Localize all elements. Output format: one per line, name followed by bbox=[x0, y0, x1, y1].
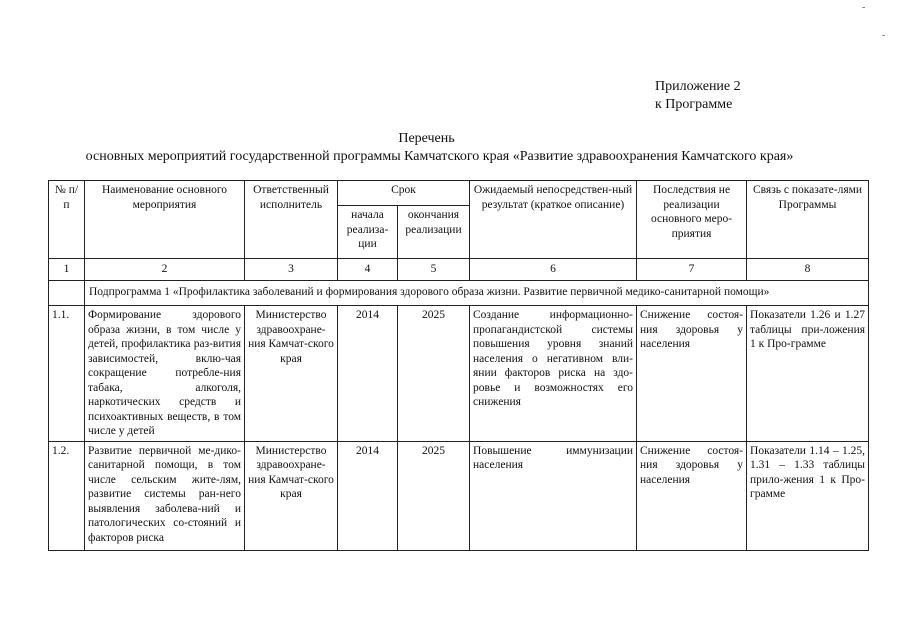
row-executor: Министерство здравоохране-ния Камчат-ского края bbox=[245, 306, 338, 442]
table-row bbox=[49, 441, 869, 550]
subprogram-empty-cell bbox=[49, 280, 85, 306]
row-num: 1.2. bbox=[49, 441, 85, 550]
row-consequences: Снижение состоя-ния здоровья у населения bbox=[637, 306, 747, 442]
column-numbers-row bbox=[49, 259, 869, 281]
activities-table bbox=[48, 180, 869, 551]
header-executor: Ответственный исполнитель bbox=[245, 181, 338, 259]
col-number: 2 bbox=[85, 259, 245, 281]
header-end: окончания реализации bbox=[398, 206, 470, 259]
header-num: № п/п bbox=[49, 181, 85, 259]
corner-mark: - bbox=[862, 2, 866, 13]
appendix-line-1: Приложение 2 bbox=[655, 79, 741, 94]
header-name: Наименование основного мероприятия bbox=[85, 181, 245, 259]
corner-mark: - bbox=[882, 30, 886, 41]
row-link: Показатели 1.26 и 1.27 таблицы при-ложения 1 к Про-грамме bbox=[747, 306, 869, 442]
header-link: Связь с показате-лями Программы bbox=[747, 181, 869, 259]
header-term: Срок bbox=[338, 181, 470, 206]
col-number: 5 bbox=[398, 259, 470, 281]
row-consequences: Снижение состоя-ния здоровья у населения bbox=[637, 441, 747, 550]
document-title: Перечень bbox=[398, 131, 455, 146]
row-executor: Министерство здравоохране-ния Камчат-ского края bbox=[245, 441, 338, 550]
row-name: Формирование здорового образа жизни, в том числе у детей, профилактика раз-вития зависимостей, вклю-чая сокращение потребле-ния табака, алкоголя, наркотических средств и психоактивных веществ, в том числе у детей bbox=[85, 306, 245, 442]
header-row bbox=[49, 181, 869, 206]
appendix-line-2: к Программе bbox=[655, 97, 733, 112]
header-start: начала реализа-ции bbox=[338, 206, 398, 259]
row-link: Показатели 1.14 – 1.25, 1.31 – 1.33 таблицы прило-жения 1 к Про-грамме bbox=[747, 441, 869, 550]
row-start: 2014 bbox=[338, 441, 398, 550]
col-number: 8 bbox=[747, 259, 869, 281]
header-result: Ожидаемый непосредствен-ный результат (краткое описание) bbox=[470, 181, 637, 259]
subprogram-row bbox=[49, 280, 869, 306]
appendix-note bbox=[655, 78, 741, 114]
row-result: Повышение иммунизации населения bbox=[470, 441, 637, 550]
row-name: Развитие первичной ме-дико-санитарной помощи, в том числе сельским жите-лям, развитие системы ран-него выявления заболева-ний и патологических со-стояний и факторов риска bbox=[85, 441, 245, 550]
row-end: 2025 bbox=[398, 306, 470, 442]
col-number: 1 bbox=[49, 259, 85, 281]
row-num: 1.1. bbox=[49, 306, 85, 442]
col-number: 3 bbox=[245, 259, 338, 281]
col-number: 7 bbox=[637, 259, 747, 281]
subprogram-title: Подпрограмма 1 «Профилактика заболеваний и формирования здорового образа жизни. Развитие первичной медико-санитарной помощи» bbox=[85, 280, 869, 306]
col-number: 6 bbox=[470, 259, 637, 281]
table-row bbox=[49, 306, 869, 442]
col-number: 4 bbox=[338, 259, 398, 281]
document-subtitle: основных мероприятий государственной программы Камчатского края «Развитие здравоохранения Камчатского края» bbox=[85, 149, 794, 164]
row-end: 2025 bbox=[398, 441, 470, 550]
row-start: 2014 bbox=[338, 306, 398, 442]
row-result: Создание информационно-пропагандистской системы повышения уровня знаний населения о негативном вли-янии факторов риска на здо-ровье и возможностях его снижения bbox=[470, 306, 637, 442]
header-consequences: Последствия не реализации основного меро-приятия bbox=[637, 181, 747, 259]
